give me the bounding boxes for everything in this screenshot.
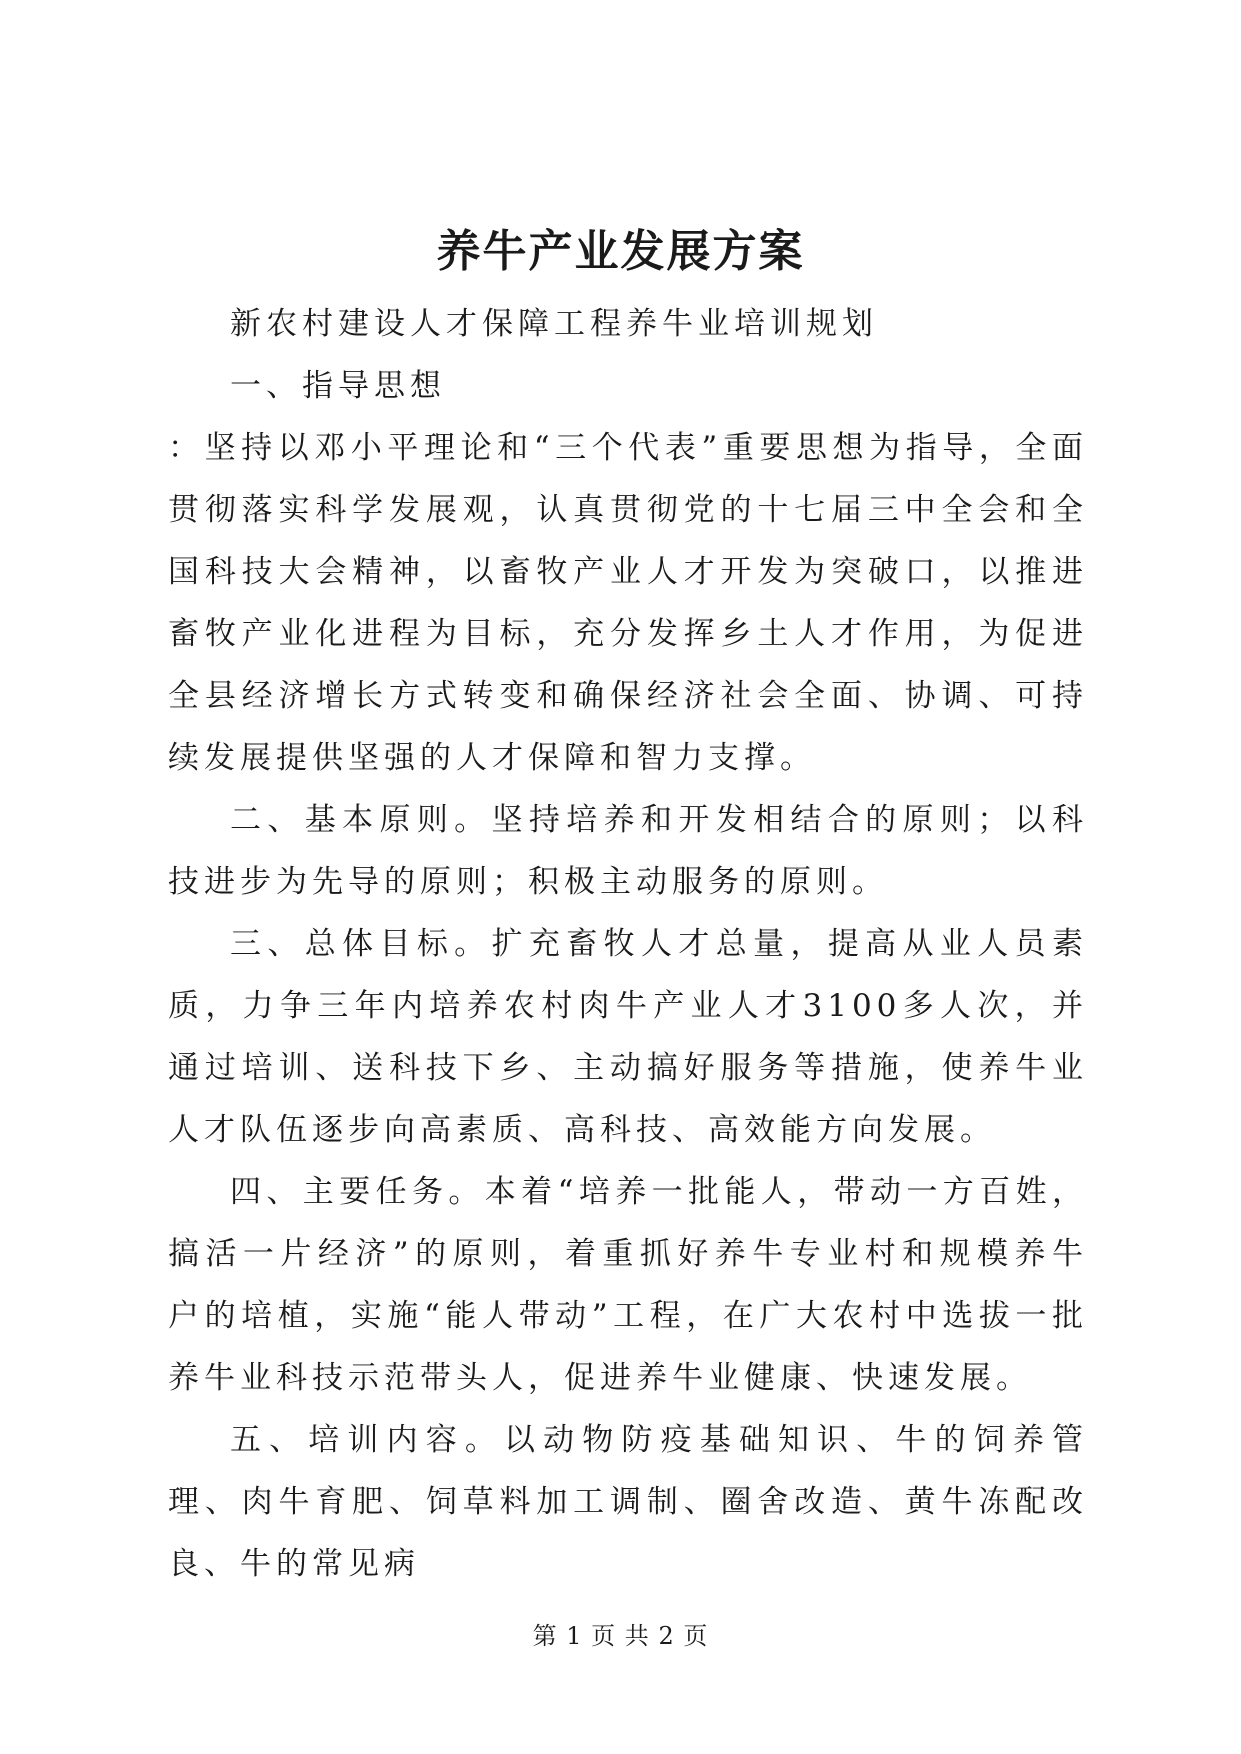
paragraph-section-heading: 一、指导思想 bbox=[230, 368, 446, 404]
paragraph-overall-goal: 三、总体目标。扩充畜牧人才总量，提高从业人员素质，力争三年内培养农村肉牛产业人才3100多人次，并通过培训、送科技下乡、主动搞好服务等措施，使养牛业人才队伍逐步向高素质、高科技、高效能方向发展。 bbox=[168, 926, 1088, 1148]
paragraph-guiding-thought: ：坚持以邓小平理论和“三个代表”重要思想为指导，全面贯彻落实科学发展观，认真贯彻党的十七届三中全会和全国科技大会精神，以畜牧产业人才开发为突破口，以推进畜牧产业化进程为目标，充分发挥乡土人才作用，为促进全县经济增长方式转变和确保经济社会全面、协调、可持续发展提供坚强的人才保障和智力支撑。 bbox=[168, 430, 1088, 776]
paragraph-subtitle: 新农村建设人才保障工程养牛业培训规划 bbox=[230, 306, 878, 342]
document-title: 养牛产业发展方案 bbox=[436, 226, 805, 277]
page-number-footer: 第 1 页 共 2 页 bbox=[532, 1622, 709, 1650]
paragraph-training-content: 五、培训内容。以动物防疫基础知识、牛的饲养管理、肉牛育肥、饲草料加工调制、圈舍改造、黄牛冻配改良、牛的常见病 bbox=[168, 1422, 1088, 1582]
document-body bbox=[168, 293, 1088, 1595]
paragraph-main-tasks: 四、主要任务。本着“培养一批能人，带动一方百姓，搞活一片经济”的原则，着重抓好养牛专业村和规模养牛户的培植，实施“能人带动”工程，在广大农村中选拔一批养牛业科技示范带头人，促进养牛业健康、快速发展。 bbox=[168, 1174, 1088, 1396]
paragraph-basic-principles: 二、基本原则。坚持培养和开发相结合的原则；以科技进步为先导的原则；积极主动服务的原则。 bbox=[168, 802, 1088, 900]
